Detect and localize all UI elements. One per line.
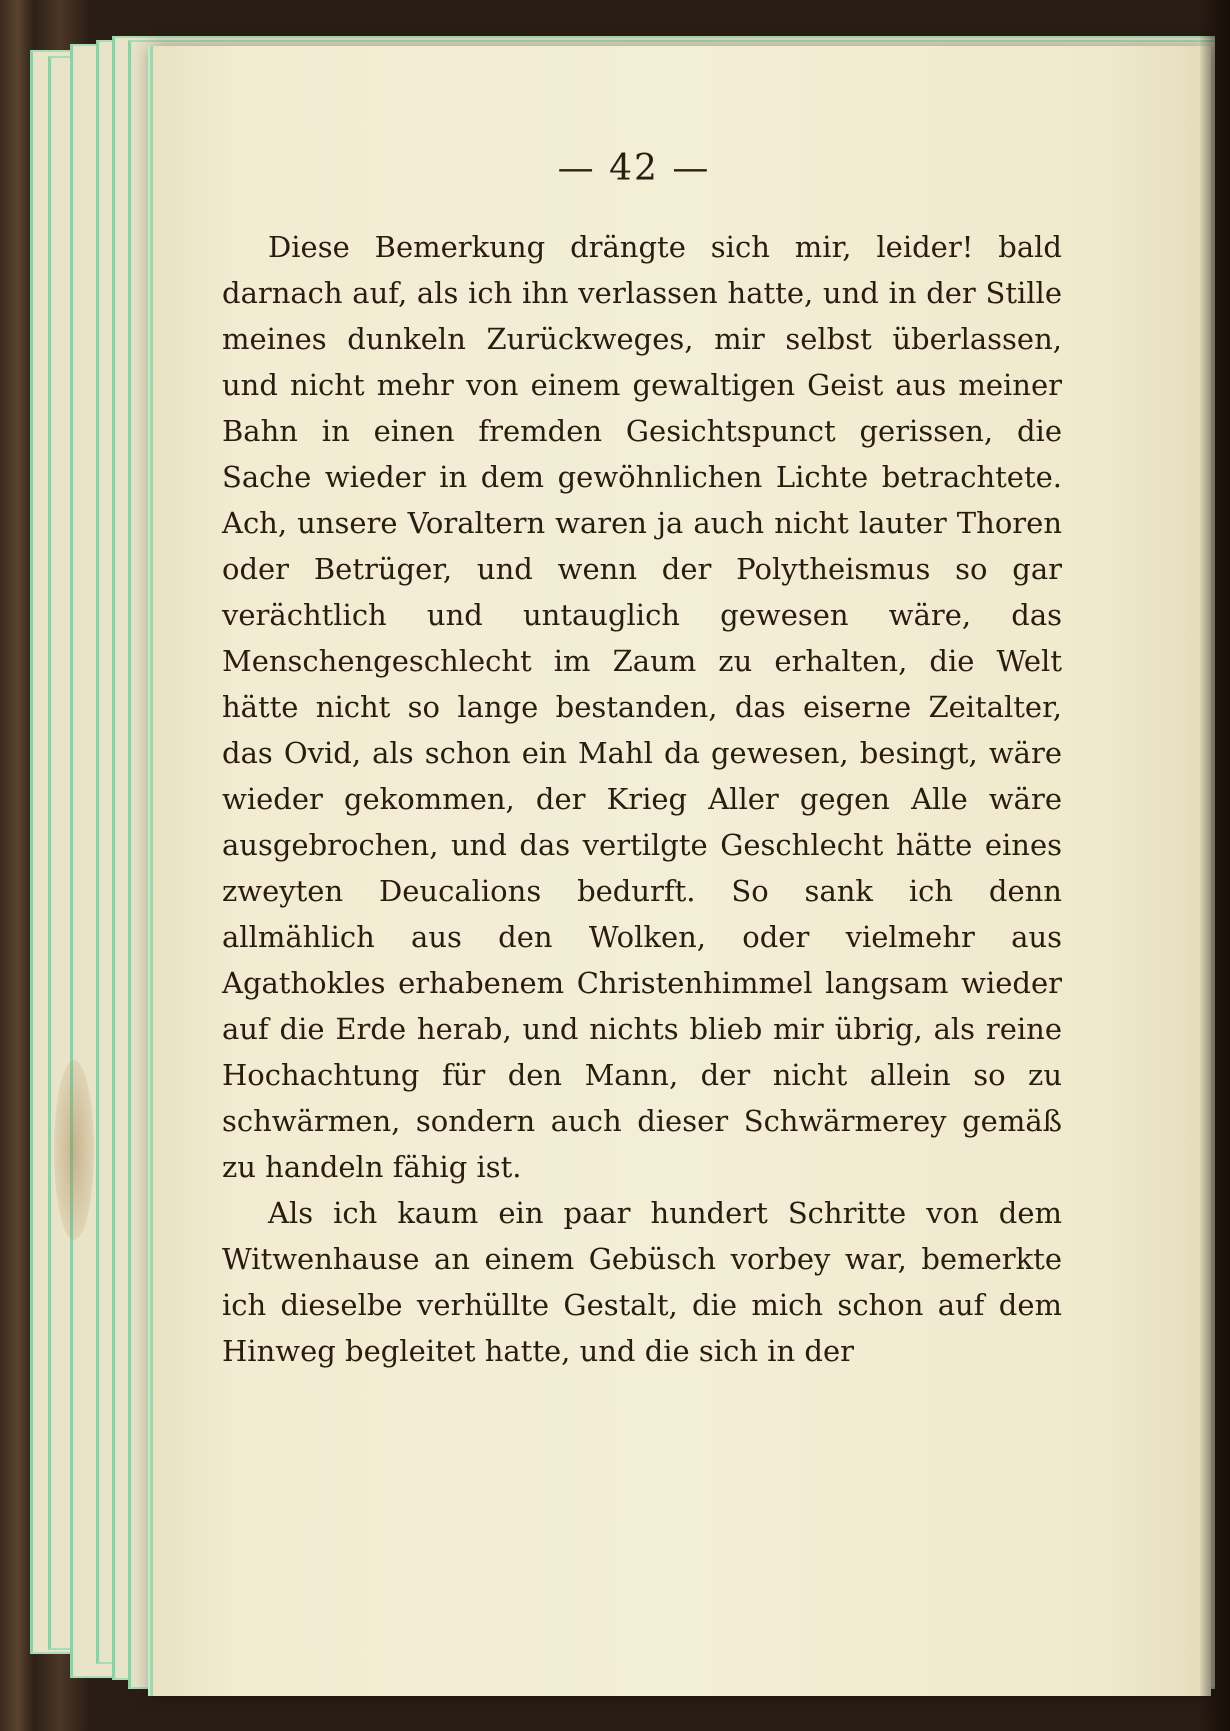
binding-shadow xyxy=(1200,0,1230,1731)
paragraph: Als ich kaum ein paar hundert Schritte von dem Witwenhause an einem Gebüsch vorbey war, bemerkte ich dieselbe verhüllte Gestalt, die mich schon auf dem Hinweg begleitet hatte, und die sich in der xyxy=(222,1196,1062,1368)
page-number: — 42 — xyxy=(557,148,711,189)
body-text xyxy=(222,224,1062,1374)
paragraph: Diese Bemerkung drängte sich mir, leider! bald darnach auf, als ich ihn verlassen hatte, und in der Stille meines dunkeln Zurückweges, mir selbst überlassen, und nicht mehr von einem gewaltigen Geist aus meiner Bahn in einen fremden Gesichtspunct gerissen, die Sache wieder in dem gewöhnlichen Lichte betrachtete. Ach, unsere Voraltern waren ja auch nicht lauter Thoren oder Betrüger, und wenn der Polytheismus so gar verächtlich und untauglich gewesen wäre, das Menschengeschlecht im Zaum zu erhalten, die Welt hätte nicht so lange bestanden, das eiserne Zeitalter, das Ovid, als schon ein Mahl da gewesen, besingt, wäre wieder gekommen, der Krieg Aller gegen Alle wäre ausgebrochen, und das vertilgte Geschlecht hätte eines zweyten Deucalions bedurft. So sank ich denn allmählich aus den Wolken, oder vielmehr aus Agathokles erhabenem Christenhimmel langsam wieder auf die Erde herab, und nichts blieb mir übrig, als reine Hochachtung für den Mann, der nicht allein so zu schwärmen, sondern auch dieser Schwärmerey gemäß zu handeln fähig ist. xyxy=(222,230,1062,1184)
foxing-stain xyxy=(54,1060,94,1240)
